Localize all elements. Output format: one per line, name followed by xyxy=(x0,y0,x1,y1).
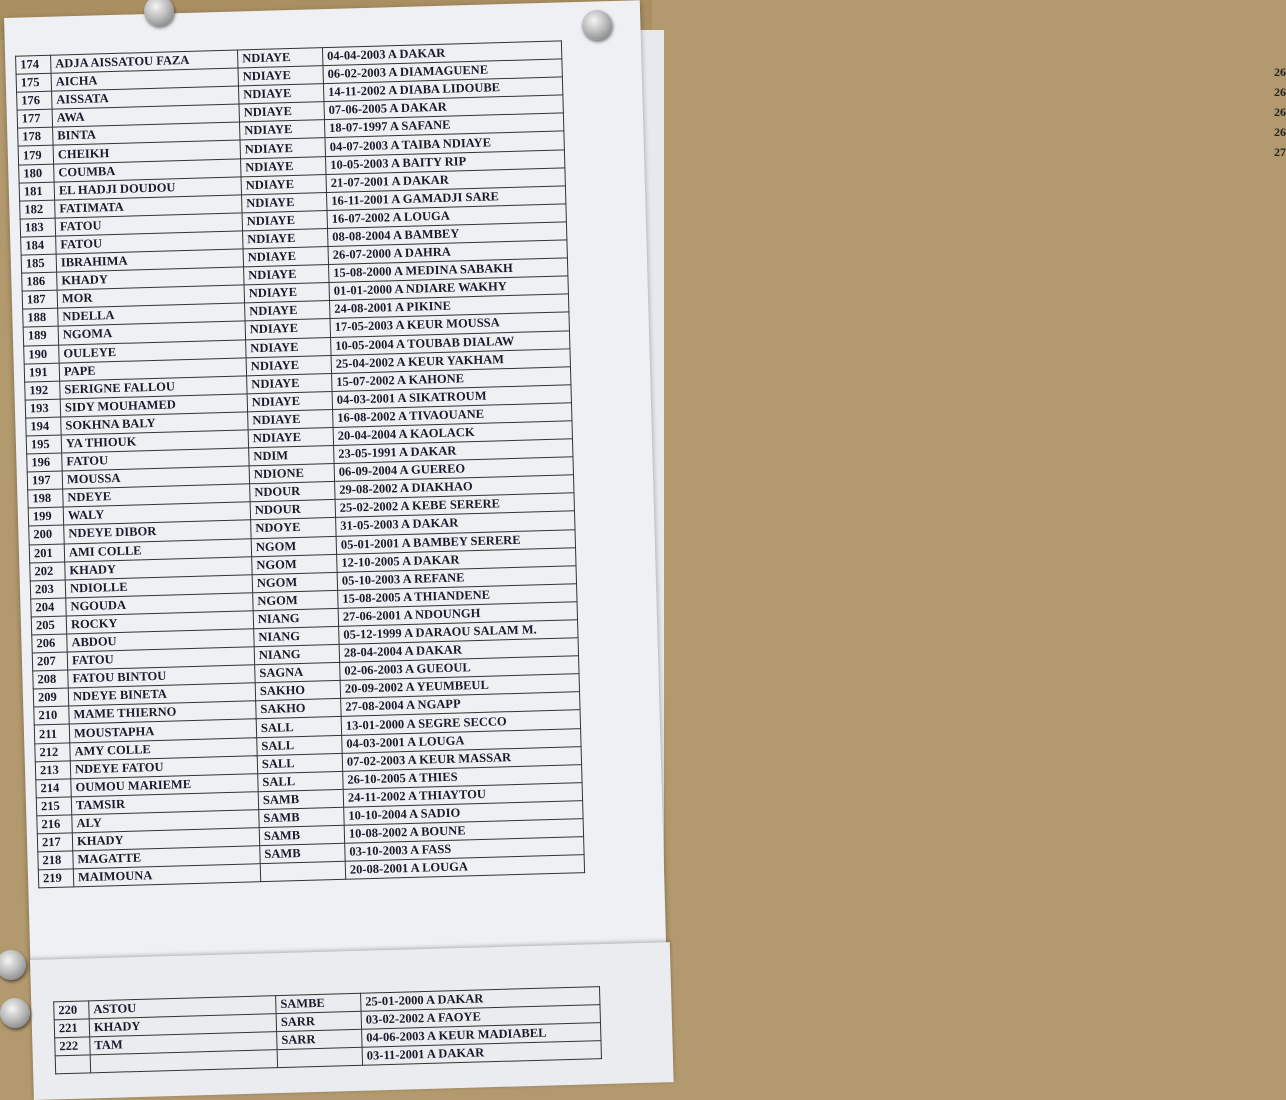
row-number: 193 xyxy=(25,399,60,418)
last-name-cell: SAMB xyxy=(260,843,345,863)
birth-cell: 12-10-2005 A DAKAR xyxy=(337,547,576,572)
birth-cell: 24-11-2002 A THIAYTOU xyxy=(343,783,582,808)
first-name-cell: FATOU xyxy=(67,647,254,670)
last-name-cell: NGOM xyxy=(252,572,337,592)
row-number: 210 xyxy=(34,706,69,725)
last-name-cell: NDIAYE xyxy=(248,409,333,429)
last-name-cell: NDIAYE xyxy=(245,319,330,339)
last-name-cell: NDOUR xyxy=(250,482,335,502)
birth-cell: 05-12-1999 A DARAOU SALAM M. xyxy=(339,620,578,645)
adjacent-row-number: 26 xyxy=(1274,65,1286,79)
first-name-cell: MAME THIERNO xyxy=(69,701,256,724)
first-name-cell: MOR xyxy=(57,285,244,308)
row-number: 209 xyxy=(33,688,68,707)
row-number: 187 xyxy=(22,290,57,309)
birth-cell: 05-10-2003 A REFANE xyxy=(337,565,576,590)
first-name-cell: AICHA xyxy=(51,68,238,91)
first-name-cell: ASTOU xyxy=(89,996,276,1019)
first-name-cell: ROCKY xyxy=(66,611,253,634)
first-name-cell: NDEYE DIBOR xyxy=(64,520,251,543)
birth-cell: 07-02-2003 A KEUR MASSAR xyxy=(342,746,581,771)
row-number: 216 xyxy=(37,815,72,834)
row-number: 202 xyxy=(30,562,65,581)
row-number: 179 xyxy=(18,146,53,165)
first-name-cell: OULEYE xyxy=(59,339,246,362)
birth-cell: 16-07-2002 A LOUGA xyxy=(327,204,566,229)
first-name-cell: OUMOU MARIEME xyxy=(71,773,258,796)
roster-sheet-next xyxy=(30,942,674,1100)
first-name-cell: MOUSSA xyxy=(62,466,249,489)
last-name-cell: NDOUR xyxy=(250,500,335,520)
birth-cell: 14-11-2002 A DIABA LIDOUBE xyxy=(323,77,562,102)
row-number: 217 xyxy=(37,833,72,852)
last-name-cell: NDIAYE xyxy=(239,102,324,122)
adjacent-row-number: 26 xyxy=(1274,125,1286,139)
first-name-cell: FATOU xyxy=(56,231,243,254)
last-name-cell: NDIAYE xyxy=(243,228,328,248)
row-number: 219 xyxy=(38,869,73,888)
row-number: 203 xyxy=(30,580,65,599)
first-name-cell: TAMSIR xyxy=(71,792,258,815)
row-number: 199 xyxy=(28,507,63,526)
birth-cell: 21-07-2001 A DAKAR xyxy=(326,168,565,193)
last-name-cell: NGOM xyxy=(251,536,336,556)
first-name-cell: SOKHNA BALY xyxy=(61,412,248,435)
birth-cell: 03-11-2001 A DAKAR xyxy=(362,1041,601,1066)
last-name-cell: NDIAYE xyxy=(246,337,331,357)
birth-cell: 06-02-2003 A DIAMAGUENE xyxy=(323,59,562,84)
birth-cell: 16-11-2001 A GAMADJI SARE xyxy=(326,186,565,211)
birth-cell: 10-05-2004 A TOUBAB DIALAW xyxy=(331,330,570,355)
first-name-cell: NDEYE FATOU xyxy=(70,755,257,778)
first-name-cell: EL HADJI DOUDOU xyxy=(54,177,241,200)
last-name-cell: NDIAYE xyxy=(247,373,332,393)
last-name-cell: NDIAYE xyxy=(241,156,326,176)
first-name-cell: KHADY xyxy=(57,267,244,290)
birth-cell: 10-08-2002 A BOUNE xyxy=(344,819,583,844)
row-number: 198 xyxy=(28,489,63,508)
last-name-cell: SAMB xyxy=(259,825,344,845)
birth-cell: 25-02-2002 A KEBE SERERE xyxy=(335,493,574,518)
first-name-cell: KHADY xyxy=(72,828,259,851)
first-name-cell: NGOMA xyxy=(58,321,245,344)
row-number: 185 xyxy=(21,254,56,273)
roster-table xyxy=(15,40,585,888)
first-name-cell: FATOU xyxy=(55,213,242,236)
roster-table-continued xyxy=(53,986,602,1075)
last-name-cell: NDIAYE xyxy=(246,355,331,375)
row-number: 182 xyxy=(20,200,55,219)
birth-cell: 29-08-2002 A DIAKHAO xyxy=(335,475,574,500)
last-name-cell: NDIAYE xyxy=(240,120,325,140)
last-name-cell: SAKHO xyxy=(256,699,341,719)
first-name-cell: ALY xyxy=(72,810,259,833)
row-number: 196 xyxy=(27,453,62,472)
birth-cell: 24-08-2001 A PIKINE xyxy=(330,294,569,319)
birth-cell: 20-08-2001 A LOUGA xyxy=(345,855,584,880)
first-name-cell: CHEIKH xyxy=(53,140,240,163)
push-pin-middle-left xyxy=(0,950,26,980)
last-name-cell: NDIAYE xyxy=(242,210,327,230)
birth-cell: 20-09-2002 A YEUMBEUL xyxy=(340,674,579,699)
first-name-cell: FATOU xyxy=(62,448,249,471)
row-number: 201 xyxy=(29,544,64,563)
last-name-cell: NIANG xyxy=(253,608,338,628)
first-name-cell: FATOU BINTOU xyxy=(68,665,255,688)
adjacent-sheet-numbers xyxy=(1274,62,1286,162)
row-number: 181 xyxy=(19,182,54,201)
row-number: 208 xyxy=(33,670,68,689)
birth-cell: 20-04-2004 A KAOLACK xyxy=(333,421,572,446)
last-name-cell: NDIAYE xyxy=(244,283,329,303)
first-name-cell: KHADY xyxy=(89,1014,276,1037)
last-name-cell: NDIAYE xyxy=(242,192,327,212)
birth-cell: 26-10-2005 A THIES xyxy=(343,764,582,789)
first-name-cell: IBRAHIMA xyxy=(56,249,243,272)
birth-cell: 04-03-2001 A LOUGA xyxy=(342,728,581,753)
row-number: 175 xyxy=(16,73,51,92)
last-name-cell: NIANG xyxy=(254,626,339,646)
row-number: 220 xyxy=(54,1001,89,1020)
birth-cell: 03-10-2003 A FASS xyxy=(345,837,584,862)
row-number: 174 xyxy=(16,55,51,74)
first-name-cell: BINTA xyxy=(53,122,240,145)
row-number: 192 xyxy=(25,381,60,400)
birth-cell: 05-01-2001 A BAMBEY SERERE xyxy=(336,529,575,554)
first-name-cell: AWA xyxy=(52,104,239,127)
row-number: 176 xyxy=(17,91,52,110)
birth-cell: 04-07-2003 A TAIBA NDIAYE xyxy=(325,131,564,156)
birth-cell: 27-06-2001 A NDOUNGH xyxy=(338,602,577,627)
first-name-cell: AISSATA xyxy=(52,86,239,109)
first-name-cell: ADJA AISSATOU FAZA xyxy=(51,50,238,73)
row-number: 214 xyxy=(36,779,71,798)
last-name-cell: NDIAYE xyxy=(238,84,323,104)
birth-cell: 13-01-2000 A SEGRE SECCO xyxy=(341,710,580,735)
birth-cell: 23-05-1991 A DAKAR xyxy=(334,439,573,464)
last-name-cell: NDIAYE xyxy=(244,265,329,285)
first-name-cell: NDIOLLE xyxy=(65,575,252,598)
last-name-cell: SALL xyxy=(257,753,342,773)
first-name-cell: WALY xyxy=(63,502,250,525)
row-number: 218 xyxy=(38,851,73,870)
last-name-cell: NDIM xyxy=(249,446,334,466)
row-number: 211 xyxy=(34,724,69,743)
row-number: 178 xyxy=(18,128,53,147)
first-name-cell: MAGATTE xyxy=(73,846,260,869)
first-name-cell: ABDOU xyxy=(67,629,254,652)
birth-cell: 08-08-2004 A BAMBEY xyxy=(328,222,567,247)
row-number: 204 xyxy=(31,598,66,617)
row-number: 195 xyxy=(26,435,61,454)
row-number: 190 xyxy=(24,345,59,364)
last-name-cell: NDIAYE xyxy=(238,66,323,86)
adjacent-row-number: 26 xyxy=(1274,85,1286,99)
birth-cell: 26-07-2000 A DAHRA xyxy=(328,240,567,265)
first-name-cell: PAPE xyxy=(59,357,246,380)
row-number: 189 xyxy=(23,327,58,346)
birth-cell: 18-07-1997 A SAFANE xyxy=(324,113,563,138)
row-number: 180 xyxy=(19,164,54,183)
last-name-cell: NDIONE xyxy=(249,464,334,484)
birth-cell: 04-03-2001 A SIKATROUM xyxy=(332,385,571,410)
roster-sheet-main xyxy=(4,0,666,967)
last-name-cell: SAKHO xyxy=(255,681,340,701)
last-name-cell: NDIAYE xyxy=(237,48,322,68)
row-number: 194 xyxy=(26,417,61,436)
first-name-cell: AMY COLLE xyxy=(70,737,257,760)
first-name-cell: MOUSTAPHA xyxy=(69,719,256,742)
birth-cell: 25-01-2000 A DAKAR xyxy=(361,987,600,1012)
last-name-cell: NGOM xyxy=(253,590,338,610)
birth-cell: 27-08-2004 A NGAPP xyxy=(341,692,580,717)
first-name-cell: NDEYE xyxy=(63,484,250,507)
first-name-cell: FATIMATA xyxy=(55,195,242,218)
first-name-cell: NDEYE BINETA xyxy=(68,683,255,706)
last-name-cell: SAGNA xyxy=(255,663,340,683)
birth-cell: 25-04-2002 A KEUR YAKHAM xyxy=(331,348,570,373)
first-name-cell: TAM xyxy=(90,1032,277,1055)
row-number: 206 xyxy=(32,634,67,653)
birth-cell: 28-04-2004 A DAKAR xyxy=(339,638,578,663)
row-number: 222 xyxy=(55,1037,90,1056)
row-number: 197 xyxy=(27,471,62,490)
last-name-cell: SALL xyxy=(256,717,341,737)
birth-cell: 02-06-2003 A GUEOUL xyxy=(340,656,579,681)
last-name-cell: NDIAYE xyxy=(245,301,330,321)
row-number: 191 xyxy=(24,363,59,382)
birth-cell: 15-08-2005 A THIANDENE xyxy=(338,584,577,609)
birth-cell: 31-05-2003 A DAKAR xyxy=(336,511,575,536)
first-name-cell: SIDY MOUHAMED xyxy=(60,394,247,417)
last-name-cell: SARR xyxy=(277,1029,362,1049)
last-name-cell xyxy=(260,862,345,882)
row-number: 221 xyxy=(54,1019,89,1038)
last-name-cell: SAMB xyxy=(258,789,343,809)
birth-cell: 15-08-2000 A MEDINA SABAKH xyxy=(329,258,568,283)
birth-cell: 07-06-2005 A DAKAR xyxy=(324,95,563,120)
first-name-cell: YA THIOUK xyxy=(61,430,248,453)
row-number: 207 xyxy=(32,652,67,671)
row-number: 205 xyxy=(31,616,66,635)
last-name-cell: SARR xyxy=(276,1011,361,1031)
last-name-cell: SALL xyxy=(258,771,343,791)
birth-cell: 10-10-2004 A SADIO xyxy=(344,801,583,826)
last-name-cell: SALL xyxy=(257,735,342,755)
first-name-cell: MAIMOUNA xyxy=(73,864,260,887)
row-number: 184 xyxy=(21,236,56,255)
push-pin-bottom-left xyxy=(0,998,30,1028)
push-pin-top-right xyxy=(582,10,612,40)
birth-cell: 06-09-2004 A GUEREO xyxy=(334,457,573,482)
empty-cell xyxy=(55,1055,90,1074)
first-name-cell: NGOUDA xyxy=(66,593,253,616)
adjacent-row-number: 27 xyxy=(1274,145,1286,159)
last-name-cell: SAMBE xyxy=(276,993,361,1013)
birth-cell: 15-07-2002 A KAHONE xyxy=(332,367,571,392)
first-name-cell: NDELLA xyxy=(58,303,245,326)
birth-cell: 10-05-2003 A BAITY RIP xyxy=(325,149,564,174)
last-name-cell: NDIAYE xyxy=(241,174,326,194)
row-number: 188 xyxy=(23,308,58,327)
birth-cell: 16-08-2002 A TIVAOUANE xyxy=(333,403,572,428)
first-name-cell: SERIGNE FALLOU xyxy=(60,376,247,399)
birth-cell: 03-02-2002 A FAOYE xyxy=(361,1005,600,1030)
row-number: 212 xyxy=(35,743,70,762)
empty-cell xyxy=(277,1048,362,1068)
birth-cell: 01-01-2000 A NDIARE WAKHY xyxy=(329,276,568,301)
last-name-cell: NDOYE xyxy=(251,518,336,538)
row-number: 177 xyxy=(17,109,52,128)
row-number: 215 xyxy=(36,797,71,816)
last-name-cell: SAMB xyxy=(259,807,344,827)
last-name-cell: NDIAYE xyxy=(248,427,333,447)
last-name-cell: NDIAYE xyxy=(243,247,328,267)
birth-cell: 04-04-2003 A DAKAR xyxy=(322,41,561,66)
last-name-cell: NDIAYE xyxy=(247,391,332,411)
first-name-cell: AMI COLLE xyxy=(64,538,251,561)
row-number: 200 xyxy=(29,525,64,544)
adjacent-row-number: 26 xyxy=(1274,105,1286,119)
last-name-cell: NGOM xyxy=(252,554,337,574)
birth-cell: 04-06-2003 A KEUR MADIABEL xyxy=(362,1023,601,1048)
first-name-cell: KHADY xyxy=(65,556,252,579)
birth-cell: 17-05-2003 A KEUR MOUSSA xyxy=(330,312,569,337)
row-number: 183 xyxy=(20,218,55,237)
row-number: 213 xyxy=(35,761,70,780)
last-name-cell: NIANG xyxy=(254,644,339,664)
first-name-cell: COUMBA xyxy=(54,159,241,182)
last-name-cell: NDIAYE xyxy=(240,138,325,158)
row-number: 186 xyxy=(22,272,57,291)
